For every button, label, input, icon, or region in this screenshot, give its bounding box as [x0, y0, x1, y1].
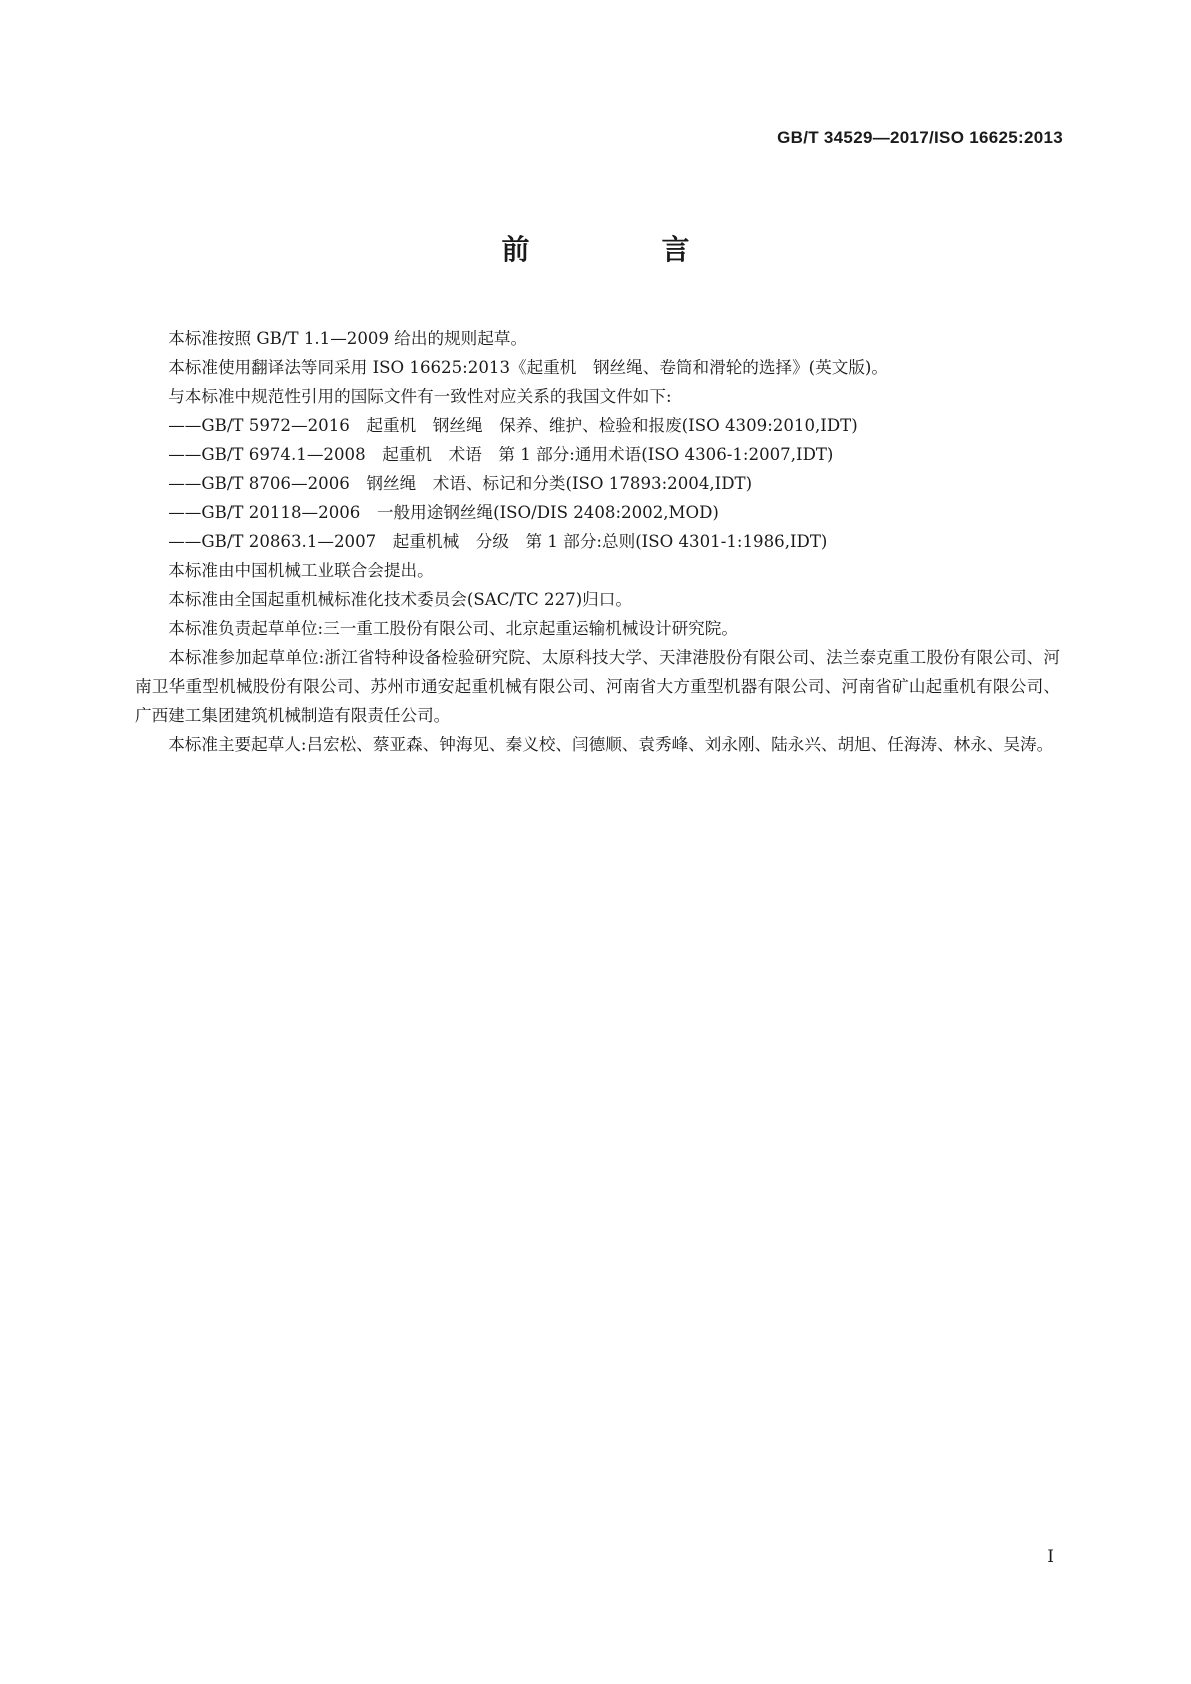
- document-body: [135, 324, 1060, 759]
- paragraph-translation-method: 本标准使用翻译法等同采用 ISO 16625:2013《起重机 钢丝绳、卷筒和滑轮的选择》(英文版)。: [168, 358, 889, 377]
- page-number: I: [1047, 1547, 1054, 1567]
- paragraph-drafting-rules: 本标准按照 GB/T 1.1—2009 给出的规则起草。: [168, 329, 528, 348]
- reference-item: ——GB/T 8706—2006 钢丝绳 术语、标记和分类(ISO 17893:2004,IDT): [168, 474, 753, 493]
- reference-item: ——GB/T 20863.1—2007 起重机械 分级 第 1 部分:总则(ISO 4301-1:1986,IDT): [168, 532, 828, 551]
- paragraph-participating-drafters: 本标准参加起草单位:浙江省特种设备检验研究院、太原科技大学、天津港股份有限公司、法兰泰克重工股份有限公司、河南卫华重型机械股份有限公司、苏州市通安起重机械有限公司、河南省大方重型机器有限公司、河南省矿山起重机有限公司、广西建工集团建筑机械制造有限责任公司。: [135, 648, 1060, 725]
- paragraph-lead-drafters: 本标准负责起草单位:三一重工股份有限公司、北京起重运输机械设计研究院。: [168, 619, 738, 638]
- page-title: 前 言: [501, 233, 742, 266]
- paragraph-committee: 本标准由全国起重机械标准化技术委员会(SAC/TC 227)归口。: [168, 590, 632, 609]
- reference-item: ——GB/T 5972—2016 起重机 钢丝绳 保养、维护、检验和报废(ISO 4309:2010,IDT): [168, 416, 858, 435]
- paragraph-correspondence-intro: 与本标准中规范性引用的国际文件有一致性对应关系的我国文件如下:: [168, 387, 672, 406]
- reference-item: ——GB/T 6974.1—2008 起重机 术语 第 1 部分:通用术语(ISO 4306-1:2007,IDT): [168, 445, 834, 464]
- standard-number-header: GB/T 34529—2017/ISO 16625:2013: [777, 128, 1063, 147]
- paragraph-proposer: 本标准由中国机械工业联合会提出。: [168, 561, 434, 580]
- paragraph-main-drafters: 本标准主要起草人:吕宏松、蔡亚森、钟海见、秦义校、闫德顺、袁秀峰、刘永刚、陆永兴、胡旭、任海涛、林永、吴涛。: [168, 735, 1054, 754]
- reference-item: ——GB/T 20118—2006 一般用途钢丝绳(ISO/DIS 2408:2002,MOD): [168, 503, 719, 522]
